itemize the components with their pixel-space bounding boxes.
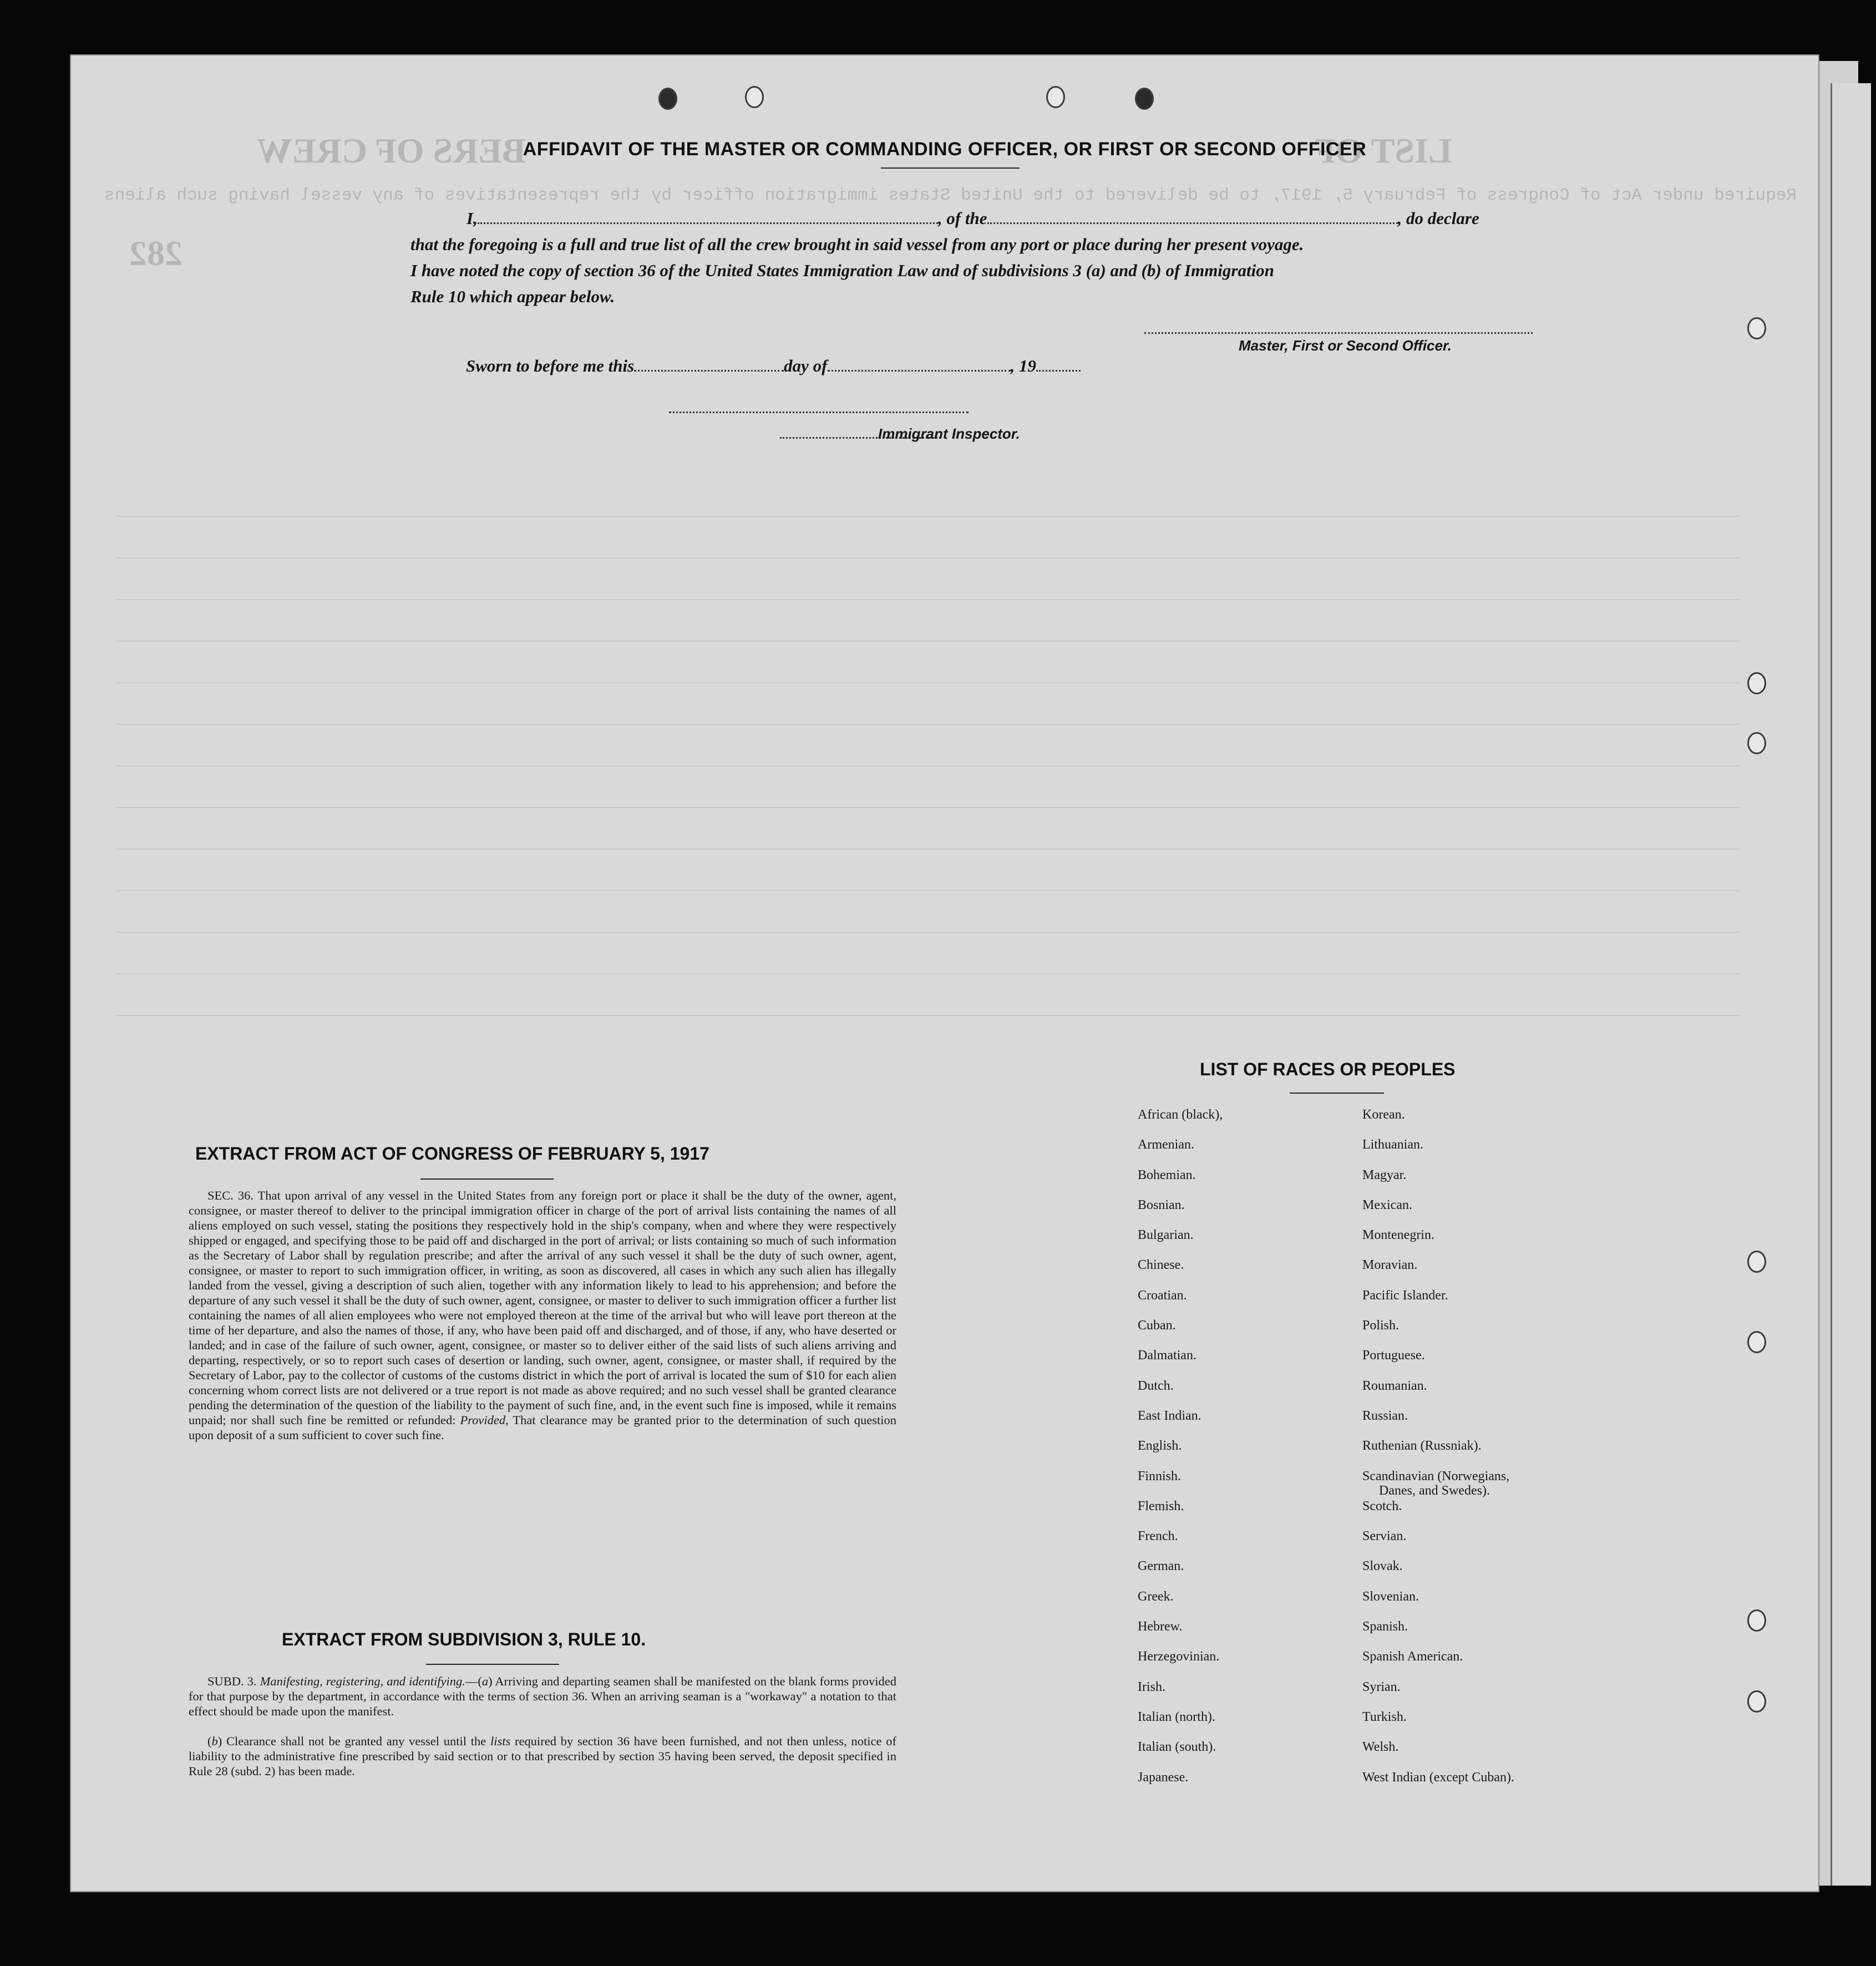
race-entry: Scotch.: [1362, 1498, 1402, 1513]
race-entry: German.: [1138, 1559, 1184, 1574]
vessel-name-field[interactable]: [987, 210, 1398, 224]
races-left-column: [1138, 1108, 1223, 1800]
race-entry: Polish.: [1362, 1318, 1400, 1333]
sworn-day-field[interactable]: [634, 358, 784, 372]
race-entry: West Indian (except Cuban).: [1362, 1770, 1514, 1785]
master-signature-label: Master, First or Second Officer.: [1239, 337, 1452, 354]
race-entry: Cuban.: [1138, 1318, 1176, 1333]
race-entry: Magyar.: [1362, 1167, 1407, 1182]
bleed-through-rule: [115, 682, 1741, 683]
race-entry: Irish.: [1138, 1679, 1165, 1694]
sworn-statement-line: [466, 356, 1081, 376]
bleed-through-rule: [115, 890, 1741, 891]
bleed-through-text: BERS OF CREW: [257, 131, 526, 170]
affidavit-line-2: that the foregoing is a full and true list of all the crew brought in said vessel from any port or place during her present voyage.: [410, 235, 1304, 254]
rule-extract-underline: [426, 1664, 559, 1665]
punch-hole: [658, 88, 677, 110]
bleed-through-rule: [115, 557, 1741, 558]
bleed-through-text: LIST OF: [1314, 131, 1452, 170]
punch-hole: [1747, 1690, 1766, 1713]
race-entry: Korean.: [1362, 1108, 1405, 1122]
act-extract-heading: EXTRACT FROM ACT OF CONGRESS OF FEBRUARY 5, 1917: [195, 1144, 709, 1164]
sworn-prefix: Sworn to before me this: [466, 356, 635, 375]
bleed-through-rule: [115, 849, 1741, 850]
year-label: , 19: [1010, 356, 1036, 375]
race-entry: French.: [1138, 1529, 1178, 1544]
race-entry: Slovak.: [1362, 1559, 1403, 1574]
title-underline: [881, 167, 1020, 169]
act-extract-underline: [420, 1178, 554, 1180]
race-entry: Turkish.: [1362, 1709, 1407, 1724]
bleed-through-text: Required under Act of Congress of February 5, 1917, to be delivered to the United States immigration officer by the representatives of any vessel having such aliens: [104, 186, 1797, 205]
punch-hole: [1046, 86, 1065, 108]
of-the-label: , of the: [937, 209, 987, 228]
bleed-through-text: 282: [129, 233, 182, 273]
race-entry: Scandinavian (Norwegians, Danes, and Swedes).: [1362, 1469, 1510, 1498]
rule-subdivision-a-text: SUBD. 3. Manifesting, registering, and identifying.—(a) Arriving and departing seamen shall be manifested on the blank forms provided for that purpose by the department, in accordance with the terms of section 36. When an arriving seaman is a "workaway" a notation to that effect should be made upon the manifest.: [189, 1674, 896, 1718]
race-entry: Slovenian.: [1362, 1589, 1419, 1604]
race-entry: East Indian.: [1138, 1408, 1201, 1423]
race-entry: Dalmatian.: [1138, 1348, 1196, 1363]
race-entry: Moravian.: [1362, 1258, 1418, 1273]
race-entry: Croatian.: [1138, 1288, 1187, 1303]
punch-hole: [1135, 88, 1154, 110]
race-entry: English.: [1138, 1439, 1182, 1454]
race-entry: Finnish.: [1138, 1469, 1182, 1484]
sworn-year-field[interactable]: [1036, 358, 1081, 372]
bleed-through-rule: [115, 1015, 1741, 1016]
do-declare-label: , do declare: [1397, 209, 1479, 228]
race-entry: Dutch.: [1138, 1378, 1174, 1393]
race-entry: Japanese.: [1138, 1770, 1189, 1785]
race-entry: Spanish American.: [1362, 1649, 1463, 1664]
races-list-heading: LIST OF RACES OR PEOPLES: [1200, 1059, 1456, 1079]
inspector-label: Immigrant Inspector.: [878, 425, 1020, 442]
race-entry: Servian.: [1362, 1529, 1407, 1544]
bleed-through-rule: [115, 807, 1741, 808]
race-entry: Bohemian.: [1138, 1167, 1196, 1182]
race-entry: Portuguese.: [1362, 1348, 1425, 1363]
race-entry: Bulgarian.: [1138, 1228, 1194, 1243]
punch-hole: [1747, 1251, 1766, 1273]
affidavit-declaration-line: [467, 209, 1479, 228]
act-section-36-text: SEC. 36. That upon arrival of any vessel in the United States from any foreign port or place it shall be the duty of the owner, agent, consignee, or master thereof to deliver to the principal immigration officer in charge of the port of arrival lists containing the names of all aliens employed on such vessel, stating the positions they respectively hold in the ship's company, when and where they were respectively shipped or engaged, and specifying those to be paid off and discharged in the port of arrival; or lists containing so much of such information as the Secretary of Labor shall by regulation prescribe; and after the arrival of any such vessel it shall be the duty of such owner, agent, consignee, or master to report to such immigration officer, in writing, as soon as discovered, all cases in which any such alien has illegally landed from the vessel, giving a description of such alien, together with any information likely to lead to his apprehension; and before the departure of any such vessel it shall be the duty of such owner, agent, consignee, or master to deliver to such immigration officer a further list containing the names of all alien employees who were not employed thereon at the time of the arrival but who will leave port thereon at the time of her departure, and also the names of those, if any, who have been paid off and discharged, and of those, if any, who have deserted or landed; and in case of the failure of such owner, agent, consignee, or master so to deliver either of the said lists of such aliens arriving and departing, respectively, or so to report such cases of desertion or landing, such owner, agent, consignee, or master shall, if required by the Secretary of Labor, pay to the collector of customs of the customs district in which the port of arrival is located the sum of $10 for each alien concerning whom correct lists are not delivered or a true report is not made as above required; and no such vessel shall be granted clearance pending the determination of the question of the liability to the payment of such fine, and, in the event such fine is imposed, while it remains unpaid; nor shall such fine be remitted or refunded: Provided, That clearance may be granted prior to the determination of such question upon deposit of a sum sufficient to cover such fine.: [189, 1188, 896, 1442]
bleed-through-rule: [115, 765, 1741, 766]
punch-hole: [1747, 732, 1766, 754]
race-entry: Spanish.: [1362, 1619, 1408, 1634]
master-signature-line[interactable]: [1144, 331, 1533, 334]
bleed-through-rule: [115, 599, 1741, 600]
punch-hole: [1747, 1609, 1766, 1632]
race-entry: Italian (north).: [1138, 1709, 1215, 1724]
race-entry: Greek.: [1138, 1589, 1174, 1604]
race-entry: Herzegovinian.: [1138, 1649, 1220, 1664]
rule-subdivision-b-text: (b) Clearance shall not be granted any vessel until the lists required by section 36 have been furnished, and not then unless, notice of liability to the administrative fine prescribed by said section or to that prescribed by section 35 having been served, the deposit specified in Rule 28 (subd. 2) has been made.: [189, 1734, 897, 1778]
race-entry: Chinese.: [1138, 1258, 1184, 1273]
race-entry: Bosnian.: [1138, 1197, 1185, 1212]
affidavit-title: AFFIDAVIT OF THE MASTER OR COMMANDING OFFICER, OR FIRST OR SECOND OFFICER: [523, 139, 1367, 160]
race-entry: African (black),: [1138, 1108, 1223, 1122]
race-entry: Lithuanian.: [1362, 1137, 1423, 1152]
affidavit-line-3: I have noted the copy of section 36 of the United States Immigration Law and of subdivisions 3 (a) and (b) of Immigration: [410, 261, 1274, 280]
races-right-column: [1362, 1108, 1514, 1800]
punch-hole: [1747, 672, 1766, 694]
race-entry: Italian (south).: [1138, 1740, 1216, 1755]
race-entry: Armenian.: [1138, 1137, 1194, 1152]
race-entry: Pacific Islander.: [1362, 1288, 1448, 1303]
races-list-underline: [1290, 1093, 1384, 1094]
race-entry: Montenegrin.: [1362, 1228, 1434, 1243]
declarant-label: I,: [467, 209, 478, 228]
sworn-month-field[interactable]: [828, 358, 1011, 372]
manifest-page: [71, 55, 1818, 1891]
bleed-through-rule: [115, 932, 1741, 933]
bleed-through-rule: [115, 973, 1741, 974]
race-entry: Russian.: [1362, 1408, 1408, 1423]
punch-hole: [1747, 1331, 1766, 1353]
race-entry: Roumanian.: [1362, 1378, 1427, 1393]
race-entry: Hebrew.: [1138, 1619, 1183, 1634]
punch-hole: [1747, 317, 1766, 339]
punch-hole: [745, 86, 764, 108]
declarant-name-field[interactable]: [478, 210, 938, 224]
bleed-through-rule: [115, 641, 1741, 642]
affidavit-line-4: Rule 10 which appear below.: [410, 287, 615, 306]
inspector-signature-line-1[interactable]: [669, 410, 969, 413]
race-entry: Ruthenian (Russniak).: [1362, 1439, 1482, 1454]
race-entry: Flemish.: [1138, 1498, 1184, 1513]
race-entry: Mexican.: [1362, 1197, 1412, 1212]
race-entry: Syrian.: [1362, 1679, 1401, 1694]
bleed-through-rule: [115, 516, 1741, 517]
rule-extract-heading: EXTRACT FROM SUBDIVISION 3, RULE 10.: [282, 1629, 646, 1649]
bleed-through-rule: [115, 724, 1741, 725]
underlying-sheet-edge: [1831, 83, 1871, 1886]
day-of-label: day of: [784, 356, 828, 375]
race-entry: Welsh.: [1362, 1740, 1399, 1755]
